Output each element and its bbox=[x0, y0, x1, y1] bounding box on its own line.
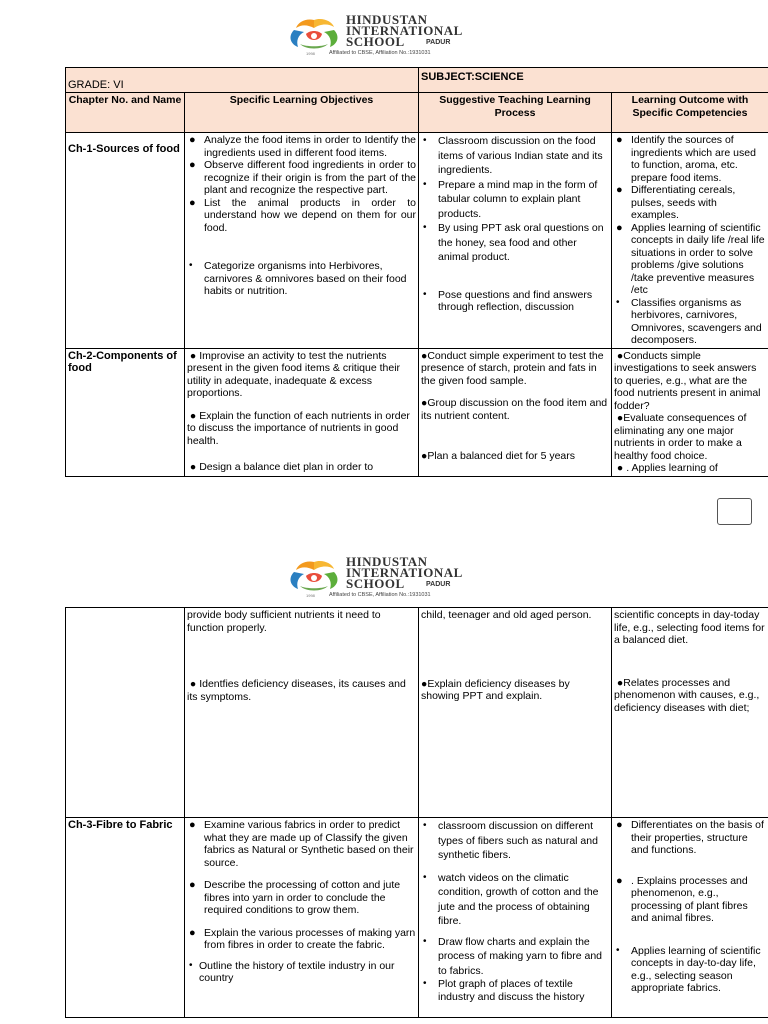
subject-cell bbox=[419, 68, 768, 93]
paragraph: ●Plan a balanced diet for 5 years bbox=[421, 450, 576, 462]
paragraph: ●Relates processes and phenomenon with causes, e.g., deficiency diseases with diet; bbox=[614, 676, 760, 714]
school-name-line2: INTERNATIONAL bbox=[346, 23, 463, 38]
paragraph: ● . Applies learning of bbox=[614, 462, 718, 474]
paragraph: child, teenager and old aged person. bbox=[421, 609, 592, 621]
paragraph: ● Improvise an activity to test the nutrients present in the given food items & critique their utility in adequate, inadequate & excess proportions. bbox=[187, 349, 401, 399]
chapter-3-name: Ch-3-Fibre to Fabric bbox=[66, 818, 185, 1018]
chapter-3-process bbox=[419, 818, 612, 1018]
chapter-1-name: Ch-1-Sources of food bbox=[66, 133, 185, 349]
chapter-3-objectives bbox=[185, 818, 419, 1018]
list-item: • Plot graph of places of textile industry and discuss the history bbox=[421, 978, 609, 1003]
paragraph: ● Design a balance diet plan in order to bbox=[187, 461, 374, 473]
svg-text:1998: 1998 bbox=[306, 51, 315, 56]
chapter-2-name: Ch-2-Components of food bbox=[66, 348, 185, 476]
school-name-line2: INTERNATIONAL bbox=[346, 565, 463, 580]
list-item: ● . Explains processes and phenomenon, e.g., processing of plant fibres and animal fibres. bbox=[614, 875, 766, 925]
header-objectives: Specific Learning Objectives bbox=[185, 93, 419, 133]
chapter-2-outcome bbox=[612, 348, 768, 476]
list-item: ● Applies learning of scientific concepts in daily life /real life situations in order to solve problems /give solutions /take preventive measures /etc bbox=[614, 222, 766, 297]
chapter-1-process bbox=[419, 133, 612, 349]
list-item: • classroom discussion on different types of fibers such as natural and synthetic fibers. bbox=[421, 819, 609, 863]
header-process: Suggestive Teaching Learning Process bbox=[419, 93, 612, 133]
list-item: • Applies learning of scientific concepts in day-to-day life, e.g., selecting season appropriate fabrics. bbox=[614, 945, 766, 995]
subject-label: SUBJECT:SCIENCE bbox=[421, 71, 524, 83]
list-item: ● Describe the processing of cotton and jute fibres into yarn in order to conclude the required conditions to grow them. bbox=[187, 879, 416, 917]
paragraph: ●Evaluate consequences of eliminating any one major nutrients in order to make a healthy food choice. bbox=[614, 412, 747, 462]
curriculum-table-page1 bbox=[65, 67, 768, 477]
list-item: • Categorize organisms into Herbivores, carnivores & omnivores based on their food habits or nutrition. bbox=[187, 260, 416, 298]
list-item: ● Observe different food ingredients in order to recognize if their origin is from the part of the plant and recognize the respective part. bbox=[187, 159, 416, 197]
page-break-marker bbox=[717, 498, 752, 525]
school-logo bbox=[284, 14, 494, 62]
school-name-line1: HINDUSTAN bbox=[346, 554, 428, 569]
paragraph: ●Group discussion on the food item and its nutrient content. bbox=[421, 397, 608, 422]
list-item: ● Examine various fabrics in order to predict what they are made up of Classify the given fabrics as Natural or Synthetic based on their source. bbox=[187, 819, 416, 869]
chapter-2-objectives-continued bbox=[185, 608, 419, 818]
list-item: • By using PPT ask oral questions on the honey, sea food and other animal product. bbox=[421, 221, 609, 265]
grade-cell bbox=[66, 68, 419, 93]
paragraph: ● Identfies deficiency diseases, its causes and its symptoms. bbox=[187, 678, 406, 703]
list-item: ● Differentiating cereals, pulses, seeds with examples. bbox=[614, 184, 766, 222]
school-affiliation: Affiliated to CBSE, Affiliation No.:1931031 bbox=[329, 592, 431, 598]
list-item: ● List the animal products in order to understand how we depend on them for our food. bbox=[187, 197, 416, 235]
chapter-2-outcome-continued bbox=[612, 608, 768, 818]
grade-label: GRADE: VI bbox=[68, 78, 124, 91]
school-location: PADUR bbox=[426, 581, 451, 588]
paragraph: ●Conduct simple experiment to test the presence of starch, protein and fats in the given food sample. bbox=[421, 349, 604, 387]
school-name-line1: HINDUSTAN bbox=[346, 12, 428, 27]
chapter-2-name-continued bbox=[66, 608, 185, 818]
header-chapter: Chapter No. and Name bbox=[66, 93, 185, 133]
paragraph: scientific concepts in day-today life, e.g., selecting food items for a balanced diet. bbox=[614, 609, 765, 646]
chapter-2-process-continued bbox=[419, 608, 612, 818]
chapter-3-outcome bbox=[612, 818, 768, 1018]
school-affiliation: Affiliated to CBSE, Affiliation No.:1931031 bbox=[329, 50, 431, 56]
paragraph: provide body sufficient nutrients it need to function properly. bbox=[187, 609, 381, 634]
list-item: • Classroom discussion on the food items of various Indian state and its ingredients. bbox=[421, 134, 609, 178]
list-item: ● Identify the sources of ingredients which are used to function, aroma, etc. prepare food items. bbox=[614, 134, 766, 184]
list-item: ● Explain the various processes of making yarn from fibres in order to create the fabric. bbox=[187, 927, 416, 952]
chapter-1-objectives bbox=[185, 133, 419, 349]
list-item: • watch videos on the climatic condition, growth of cotton and the jute and the process of obtaining fibre. bbox=[421, 871, 609, 929]
chapter-1-outcome bbox=[612, 133, 768, 349]
paragraph: ● Explain the function of each nutrients in order to discuss the importance of nutrients in good health. bbox=[187, 409, 410, 447]
header-outcome: Learning Outcome with Specific Competencies bbox=[612, 93, 768, 133]
list-item: ● Differentiates on the basis of their properties, structure and functions. bbox=[614, 819, 766, 857]
list-item: • Draw flow charts and explain the process of making yarn to fibre and to fabrics. bbox=[421, 935, 609, 979]
school-name-line3: SCHOOL bbox=[346, 576, 405, 591]
list-item: ● Analyze the food items in order to Identify the ingredients used in different food items. bbox=[187, 134, 416, 159]
list-item: • Outline the history of textile industry in our country bbox=[187, 960, 416, 985]
curriculum-table-page2 bbox=[65, 607, 768, 1018]
paragraph: ●Explain deficiency diseases by showing PPT and explain. bbox=[421, 677, 570, 702]
list-item: • Pose questions and find answers through reflection, discussion bbox=[421, 289, 609, 314]
svg-text:1998: 1998 bbox=[306, 593, 315, 598]
list-item: • Prepare a mind map in the form of tabular column to explain plant products. bbox=[421, 178, 609, 222]
list-item: • Classifies organisms as herbivores, carnivores, Omnivores, scavengers and decomposers. bbox=[614, 297, 766, 347]
paragraph: ●Conducts simple investigations to seek answers to queries, e.g., what are the food nutrients present in animal fodder? bbox=[614, 349, 761, 412]
chapter-2-objectives bbox=[185, 348, 419, 476]
school-logo bbox=[284, 556, 494, 604]
school-name-line3: SCHOOL bbox=[346, 34, 405, 49]
chapter-2-process bbox=[419, 348, 612, 476]
school-location: PADUR bbox=[426, 39, 451, 46]
